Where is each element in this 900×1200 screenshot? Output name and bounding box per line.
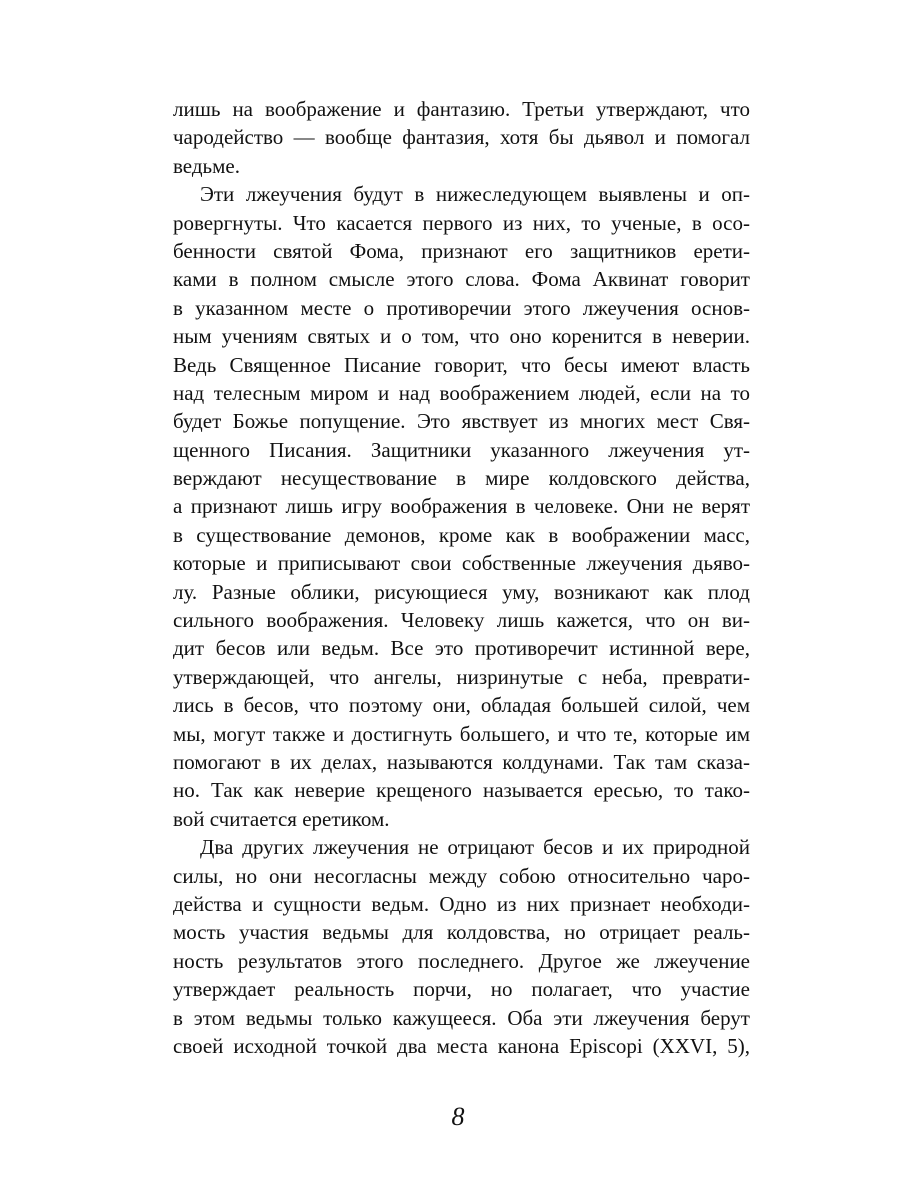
- text-line: чародейство — вообще фантазия, хотя бы дьявол и помогал: [173, 125, 750, 150]
- text-line: Эти лжеучения будут в нижеследующем выявлены и оп-: [200, 182, 750, 207]
- paragraph: [173, 180, 750, 833]
- text-line: утверждающей, что ангелы, низринутые с неба, преврати-: [173, 664, 750, 689]
- text-line: верждают несуществование в мире колдовского действа,: [173, 466, 750, 491]
- text-line: мость участия ведьмы для колдовства, но отрицает реаль-: [173, 920, 750, 945]
- text-line: щенного Писания. Защитники указанного лжеучения ут-: [173, 437, 750, 462]
- text-line: будет Божье попущение. Это явствует из многих мест Свя-: [173, 409, 750, 434]
- text-line: сильного воображения. Человеку лишь кажется, что он ви-: [173, 608, 750, 633]
- text-line: вой считается еретиком.: [173, 806, 390, 831]
- text-line: в существование демонов, кроме как в воображении масс,: [173, 522, 750, 547]
- text-line: дит бесов или ведьм. Все это противоречит истинной вере,: [173, 636, 750, 661]
- text-line: лись в бесов, что поэтому они, обладая большей силой, чем: [173, 693, 750, 718]
- paragraph: [173, 833, 750, 1060]
- text-line: ность результатов этого последнего. Другое же лжеучение: [173, 948, 750, 973]
- text-line: утверждает реальность порчи, но полагает, что участие: [173, 977, 750, 1002]
- text-line: в указанном месте о противоречии этого лжеучения основ-: [173, 295, 750, 320]
- text-line: ным учениям святых и о том, что оно коренится в неверии.: [173, 324, 750, 349]
- text-line: помогают в их делах, называются колдунами. Так там сказа-: [173, 749, 750, 774]
- text-line: а признают лишь игру воображения в человеке. Они не верят: [173, 494, 750, 519]
- text-line: лишь на воображение и фантазию. Третьи утверждают, что: [173, 97, 750, 121]
- page-number: 8: [451, 1102, 465, 1131]
- text-line: действа и сущности ведьм. Одно из них признает необходи-: [173, 891, 750, 916]
- text-line: своей исходной точкой два места канона Episcopi (XXVI, 5),: [173, 1033, 750, 1058]
- text-line: над телесным миром и над воображением людей, если на то: [173, 380, 750, 405]
- text-line: силы, но они несогласны между собою относительно чаро-: [173, 863, 750, 888]
- text-line: Ведь Священное Писание говорит, что бесы имеют власть: [173, 352, 750, 377]
- text-line: ведьме.: [173, 153, 240, 178]
- text-line: лу. Разные облики, рисующиеся уму, возникают как плод: [173, 579, 750, 604]
- text-line: бенности святой Фома, признают его защитников ерети-: [173, 238, 750, 263]
- text-line: в этом ведьмы только кажущееся. Оба эти лжеучения берут: [173, 1005, 750, 1030]
- text-line: которые и приписывают свои собственные лжеучения дьяво-: [173, 551, 750, 576]
- text-line: ровергнуты. Что касается первого из них, то ученые, в осо-: [173, 210, 750, 235]
- text-line: мы, могут также и достигнуть большего, и что те, которые им: [173, 721, 750, 746]
- text-line: Два других лжеучения не отрицают бесов и их природной: [200, 835, 750, 860]
- paragraph: [173, 95, 750, 180]
- body-text: [173, 95, 750, 1060]
- text-line: ками в полном смысле этого слова. Фома Аквинат говорит: [173, 267, 750, 292]
- text-line: но. Так как неверие крещеного называется ересью, то тако-: [173, 778, 750, 803]
